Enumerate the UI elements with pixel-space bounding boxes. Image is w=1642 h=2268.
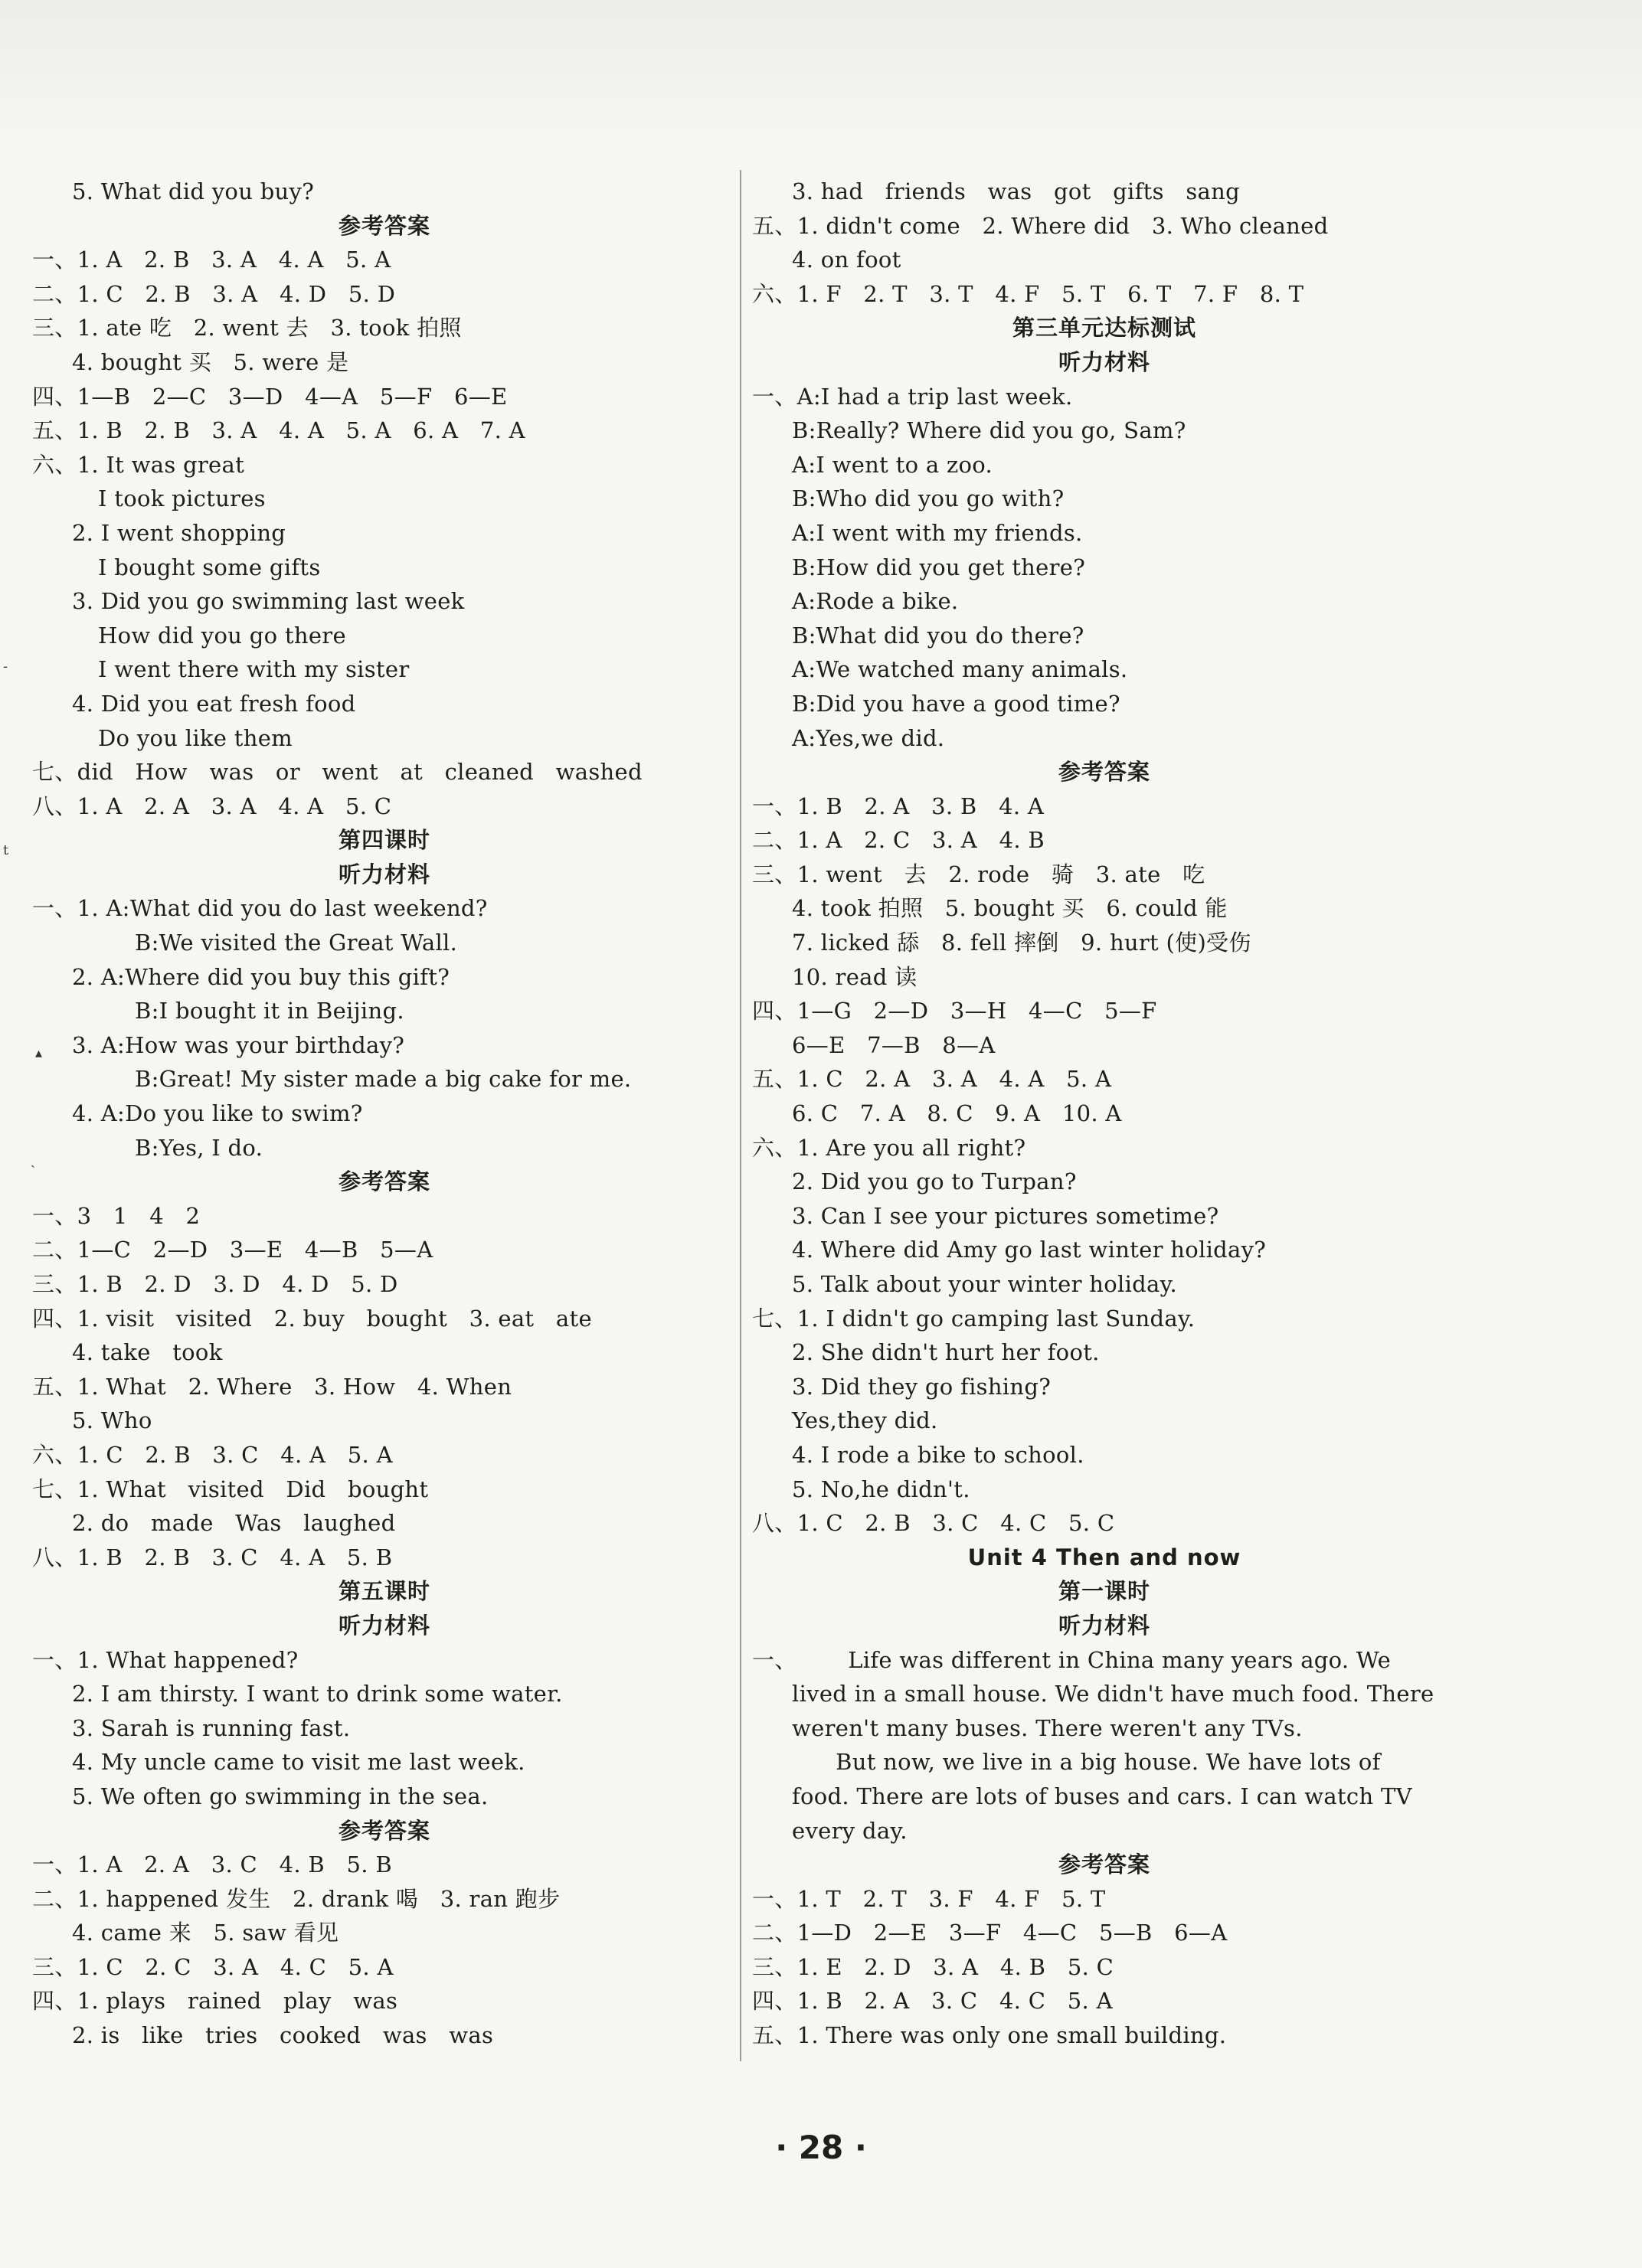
section-heading: 参考答案 (1058, 1851, 1150, 1878)
answer-line: 一、 Life was different in China many years ago. We (752, 1646, 1392, 1673)
answer-line: 四、1—G 2—D 3—H 4—C 5—F (752, 998, 1157, 1025)
answer-line: 一、1. T 2. T 3. F 4. F 5. T (752, 1885, 1106, 1912)
bullet-mark: ˏ (31, 1152, 35, 1168)
answer-line: 4. Where did Amy go last winter holiday? (792, 1237, 1267, 1263)
answer-line: 4. came 来 5. saw 看见 (72, 1920, 339, 1946)
answer-line: B:What did you do there? (792, 622, 1084, 649)
column-divider (740, 170, 741, 2061)
answer-line: 2. is like tries cooked was was (72, 2022, 494, 2049)
answer-line: 三、1. went 去 2. rode 骑 3. ate 吃 (752, 861, 1205, 887)
answer-line: lived in a small house. We didn't have much food. There (792, 1681, 1434, 1708)
answer-line: B:We visited the Great Wall. (135, 930, 458, 956)
answer-line: 一、1. A 2. A 3. C 4. B 5. B (32, 1851, 392, 1878)
answer-line: 4. My uncle came to visit me last week. (72, 1749, 525, 1776)
margin-tick-mark: - (3, 659, 8, 675)
answer-line: I bought some gifts (98, 554, 321, 580)
answer-line: 3. A:How was your birthday? (72, 1031, 405, 1058)
left-column (32, 175, 737, 2074)
answer-line: Do you like them (98, 724, 293, 751)
answer-line: 6—E 7—B 8—A (792, 1031, 996, 1058)
answer-line: 一、1. A 2. B 3. A 4. A 5. A (32, 247, 391, 273)
section-heading: 听力材料 (1058, 348, 1150, 375)
answer-line: 三、1. ate 吃 2. went 去 3. took 拍照 (32, 315, 462, 342)
answer-line: 10. read 读 (792, 963, 917, 990)
right-column (752, 175, 1457, 2074)
answer-line: B:Who did you go with? (792, 485, 1065, 512)
answer-line: 二、1. C 2. B 3. A 4. D 5. D (32, 280, 396, 307)
answer-line: 八、1. A 2. A 3. A 4. A 5. C (32, 792, 392, 819)
answer-line: 3. Sarah is running fast. (72, 1714, 351, 1741)
answer-line: 七、did How was or went at cleaned washed (32, 759, 643, 786)
section-heading: 参考答案 (338, 212, 430, 239)
answer-line: 四、1—B 2—C 3—D 4—A 5—F 6—E (32, 383, 508, 410)
answer-line: 六、1. F 2. T 3. T 4. F 5. T 6. T 7. F 8. T (752, 280, 1304, 307)
section-heading: 听力材料 (1058, 1612, 1150, 1639)
section-heading: 参考答案 (338, 1168, 430, 1195)
answer-line: weren't many buses. There weren't any TVs. (792, 1714, 1303, 1741)
answer-line: every day. (792, 1817, 908, 1844)
answer-line: 四、1. plays rained play was (32, 1988, 398, 2015)
answer-line: 八、1. C 2. B 3. C 4. C 5. C (752, 1510, 1115, 1537)
section-heading: 参考答案 (338, 1817, 430, 1844)
answer-line: 2. do made Was laughed (72, 1510, 396, 1537)
answer-line: 2. Did you go to Turpan? (792, 1168, 1077, 1195)
answer-line: 二、1. A 2. C 3. A 4. B (752, 827, 1045, 854)
section-heading: 第三单元达标测试 (1012, 315, 1196, 342)
answer-line: A:Rode a bike. (792, 588, 959, 615)
answer-line: 4. Did you eat fresh food (72, 690, 356, 717)
answer-line: 4. on foot (792, 247, 901, 273)
answer-line: 七、1. What visited Did bought (32, 1476, 429, 1502)
answer-line: How did you go there (98, 622, 346, 649)
answer-line: 三、1. C 2. C 3. A 4. C 5. A (32, 1953, 394, 1980)
answer-line: 二、1—C 2—D 3—E 4—B 5—A (32, 1237, 433, 1263)
answer-line: B:Really? Where did you go, Sam? (792, 417, 1186, 444)
answer-line: 六、1. It was great (32, 451, 245, 478)
answer-line: 六、1. Are you all right? (752, 1134, 1026, 1161)
answer-line: 一、1. B 2. A 3. B 4. A (752, 792, 1045, 819)
answer-line: 2. I am thirsty. I want to drink some water. (72, 1681, 563, 1708)
section-heading: 第一课时 (1058, 1578, 1150, 1605)
section-heading: 听力材料 (338, 1612, 430, 1639)
answer-line: A:We watched many animals. (792, 656, 1128, 683)
answer-line: 一、1. What happened? (32, 1646, 299, 1673)
answer-line: 四、1. B 2. A 3. C 4. C 5. A (752, 1988, 1113, 2015)
answer-line: 五、1. C 2. A 3. A 4. A 5. A (752, 1066, 1112, 1093)
answer-line: B:Yes, I do. (135, 1134, 263, 1161)
answer-line: 2. A:Where did you buy this gift? (72, 963, 450, 990)
answer-line: 5. Talk about your winter holiday. (792, 1271, 1177, 1297)
answer-line: I took pictures (98, 485, 266, 512)
answer-line: 5. No,he didn't. (792, 1476, 970, 1502)
answer-line: 2. She didn't hurt her foot. (792, 1339, 1100, 1366)
answer-line: A:Yes,we did. (792, 724, 945, 751)
margin-tick-mark: t (3, 842, 9, 858)
answer-line: 2. I went shopping (72, 519, 286, 546)
answer-line: 3. Can I see your pictures sometime? (792, 1202, 1219, 1229)
section-heading: 第五课时 (338, 1578, 430, 1605)
answer-line: food. There are lots of buses and cars. I can watch TV (792, 1783, 1412, 1809)
answer-line: 一、3 1 4 2 (32, 1202, 201, 1229)
answer-line: 七、1. I didn't go camping last Sunday. (752, 1305, 1196, 1332)
answer-line: B:How did you get there? (792, 554, 1086, 580)
answer-line: 3. Did they go fishing? (792, 1373, 1052, 1400)
section-heading: Unit 4 Then and now (967, 1544, 1241, 1570)
answer-line: 5. Who (72, 1407, 152, 1434)
bullet-mark: ▴ (35, 1045, 43, 1061)
answer-line: B:Great! My sister made a big cake for me. (135, 1066, 632, 1093)
answer-line: 7. licked 舔 8. fell 摔倒 9. hurt (使)受伤 (792, 930, 1251, 956)
answer-line: 六、1. C 2. B 3. C 4. A 5. A (32, 1441, 393, 1468)
answer-line: B:I bought it in Beijing. (135, 998, 404, 1025)
answer-line: 五、1. didn't come 2. Where did 3. Who cleaned (752, 212, 1329, 239)
answer-line: 5. We often go swimming in the sea. (72, 1783, 489, 1809)
answer-line: A:I went to a zoo. (792, 451, 993, 478)
answer-line: 五、1. B 2. B 3. A 4. A 5. A 6. A 7. A (32, 417, 525, 444)
answer-line: 6. C 7. A 8. C 9. A 10. A (792, 1100, 1122, 1127)
page-top-shade (0, 0, 1642, 138)
answer-line: 一、A:I had a trip last week. (752, 383, 1073, 410)
section-heading: 第四课时 (338, 827, 430, 854)
answer-line: 3. Did you go swimming last week (72, 588, 465, 615)
answer-line: 4. A:Do you like to swim? (72, 1100, 363, 1127)
answer-line: 5. What did you buy? (72, 178, 315, 204)
answer-line: 4. bought 买 5. were 是 (72, 348, 349, 375)
answer-line: 四、1. visit visited 2. buy bought 3. eat ate (32, 1305, 592, 1332)
answer-line: 五、1. What 2. Where 3. How 4. When (32, 1373, 512, 1400)
answer-line: 五、1. There was only one small building. (752, 2022, 1227, 2049)
answer-line: A:I went with my friends. (792, 519, 1083, 546)
page-number: · 28 · (775, 2129, 867, 2166)
answer-line: I went there with my sister (98, 656, 410, 683)
answer-line: 4. I rode a bike to school. (792, 1441, 1084, 1468)
answer-line: 一、1. A:What did you do last weekend? (32, 895, 488, 922)
answer-line: But now, we live in a big house. We have lots of (792, 1749, 1381, 1776)
answer-line: 二、1. happened 发生 2. drank 喝 3. ran 跑步 (32, 1885, 561, 1912)
answer-line: 4. take took (72, 1339, 223, 1366)
answer-line: 3. had friends was got gifts sang (792, 178, 1240, 204)
answer-line: 八、1. B 2. B 3. C 4. A 5. B (32, 1544, 393, 1570)
section-heading: 听力材料 (338, 861, 430, 887)
answer-line: Yes,they did. (792, 1407, 938, 1434)
answer-line: B:Did you have a good time? (792, 690, 1120, 717)
answer-line: 三、1. E 2. D 3. A 4. B 5. C (752, 1953, 1114, 1980)
section-heading: 参考答案 (1058, 759, 1150, 786)
answer-line: 4. took 拍照 5. bought 买 6. could 能 (792, 895, 1228, 922)
answer-line: 二、1—D 2—E 3—F 4—C 5—B 6—A (752, 1920, 1228, 1946)
answer-line: 三、1. B 2. D 3. D 4. D 5. D (32, 1271, 398, 1297)
